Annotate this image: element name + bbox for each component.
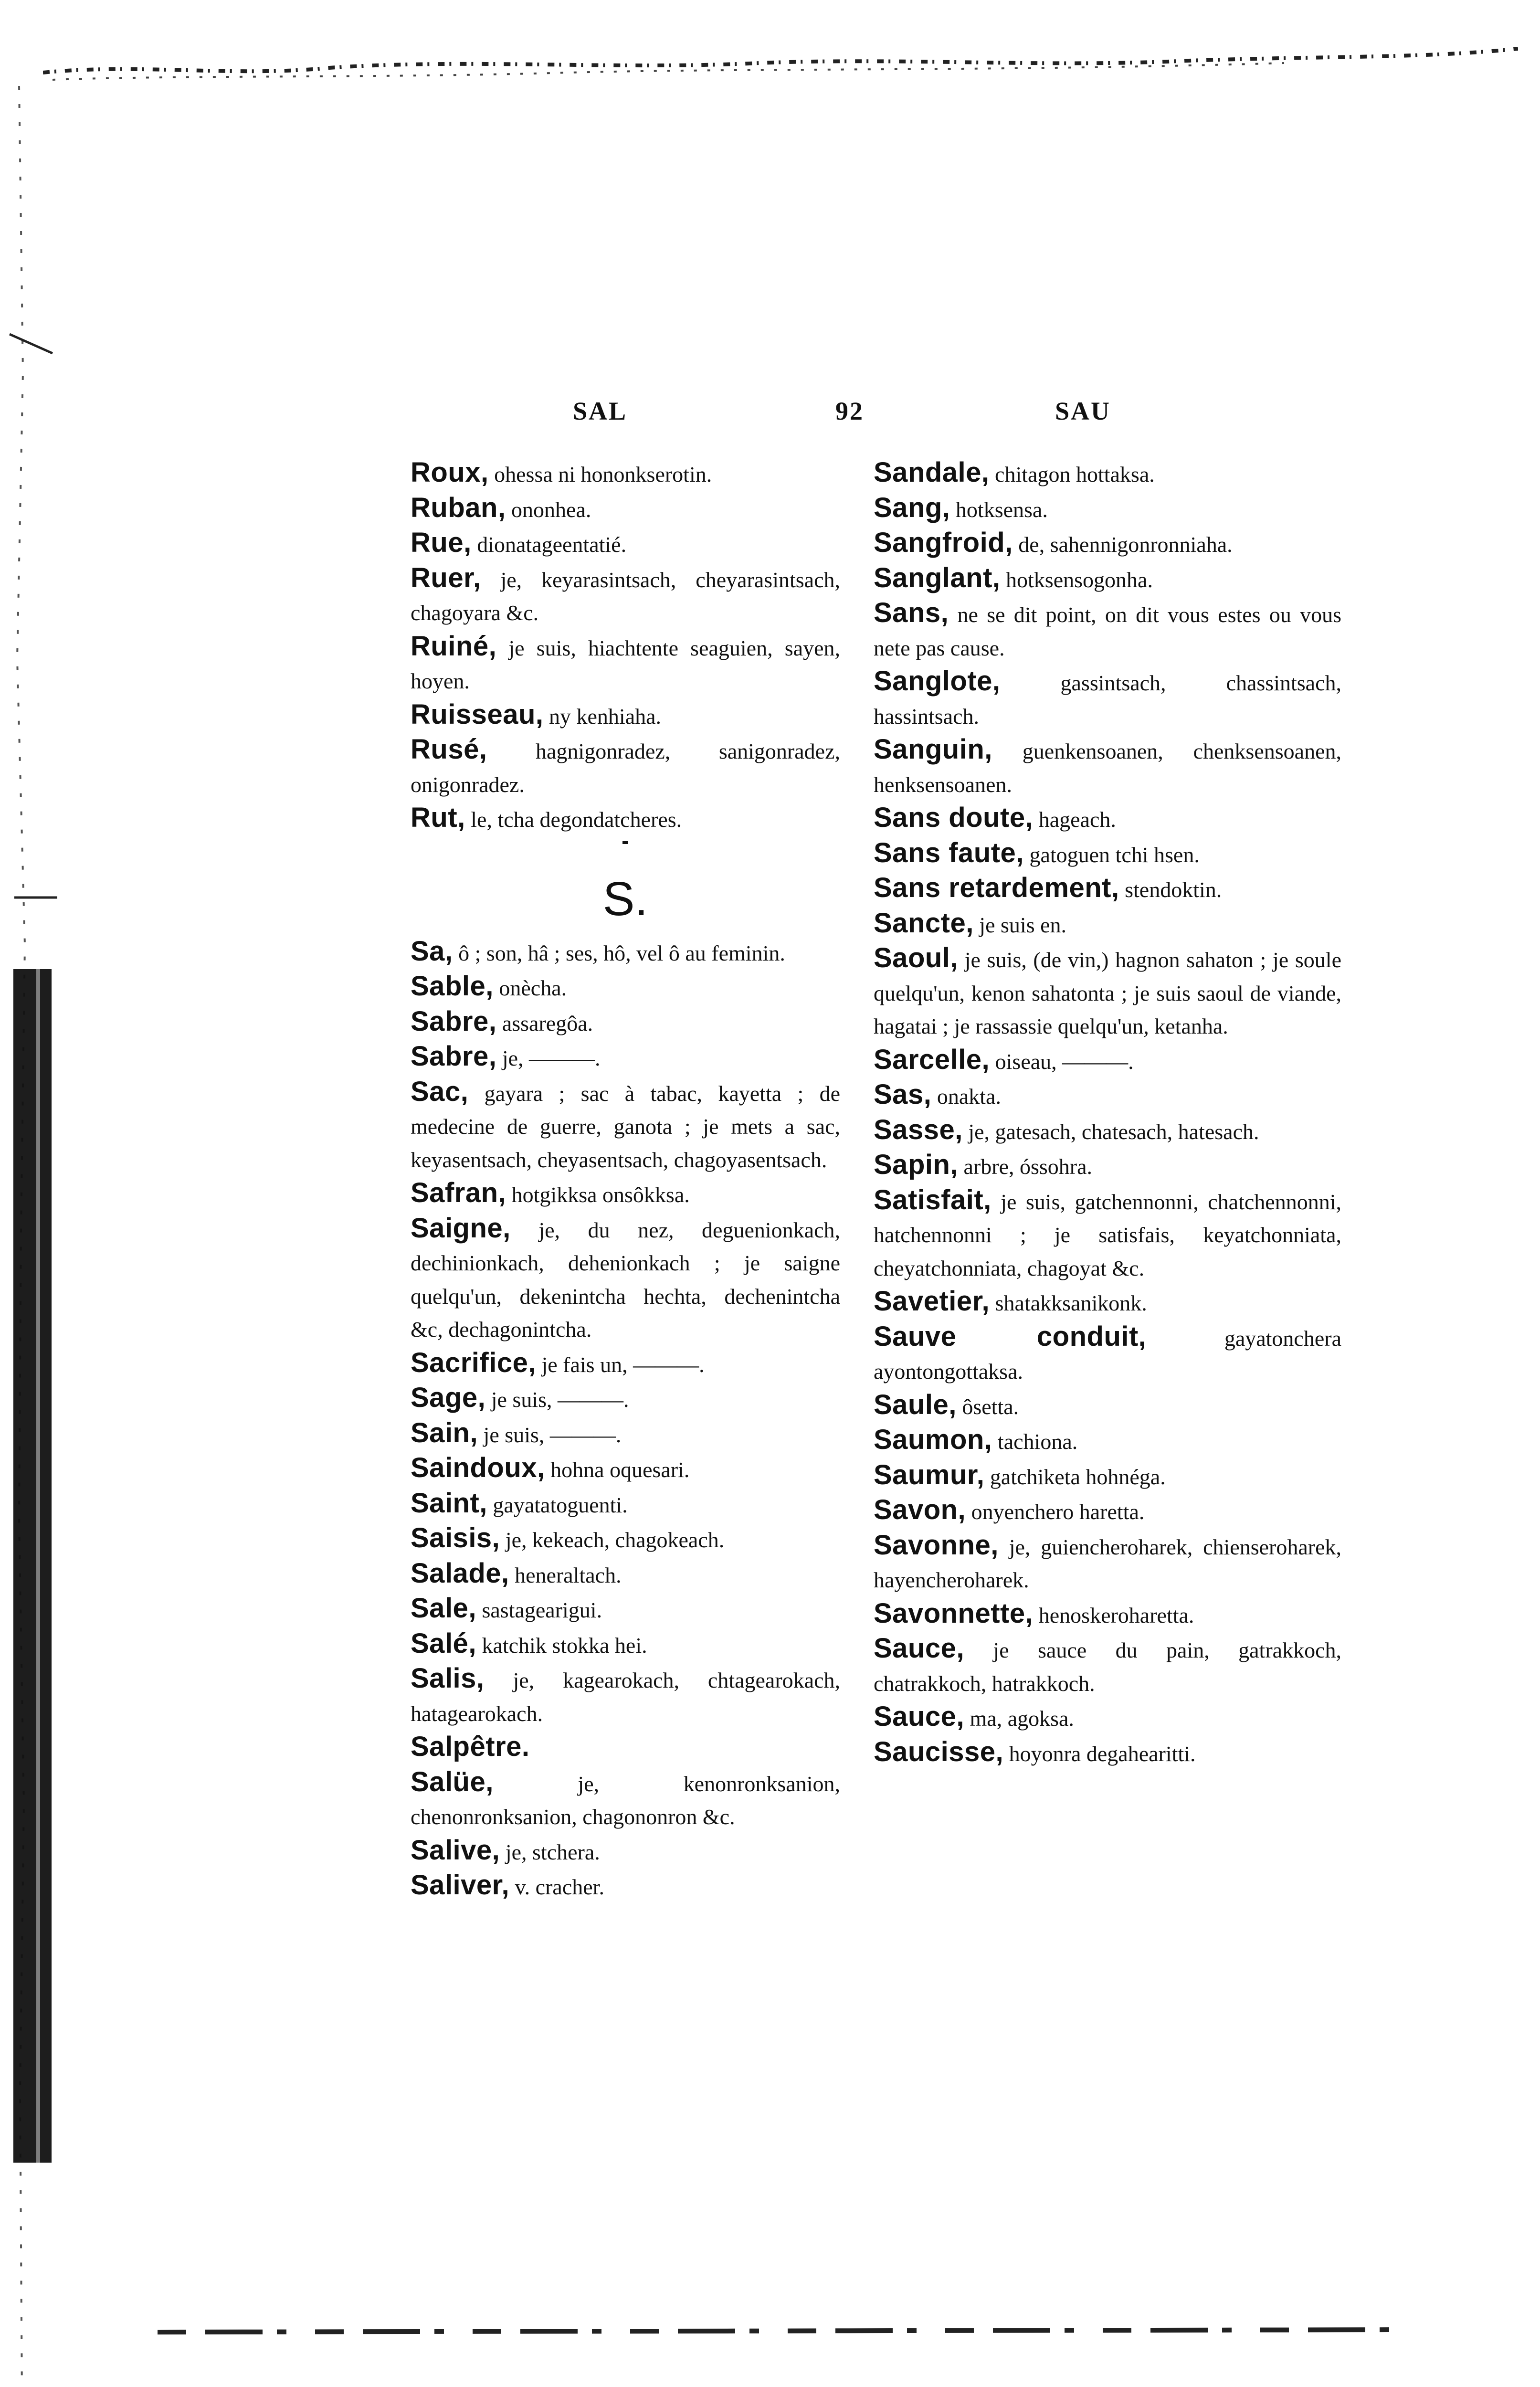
entry-definition: je suis, ———.	[485, 1387, 629, 1412]
dictionary-entry	[874, 596, 1341, 665]
entry-definition: je, du nez, deguenionkach, dechinionkach, dehenionkach ; je saigne quelqu'un, dekenintcha hechta, dechenintcha &c, dechagonintcha.	[411, 1217, 840, 1341]
entry-headword: Saigne,	[411, 1212, 511, 1244]
entry-definition: ononhea.	[506, 497, 591, 522]
entry-headword: Roux,	[411, 457, 489, 488]
entry-headword: Sauve conduit,	[874, 1320, 1147, 1352]
page-number: 92	[835, 397, 864, 425]
running-head-right: SAU	[1055, 397, 1111, 425]
dictionary-entry	[874, 1700, 1341, 1735]
entries-before-section	[411, 456, 840, 836]
dictionary-entry	[411, 1627, 840, 1662]
entry-definition: v. cracher.	[509, 1875, 604, 1899]
entry-definition: onyenchero haretta.	[966, 1500, 1145, 1524]
dictionary-entry	[874, 907, 1341, 942]
entry-headword: Sancte,	[874, 907, 974, 939]
dictionary-entry	[411, 1381, 840, 1416]
dictionary-entry	[411, 935, 840, 970]
entry-headword: Saindoux,	[411, 1452, 545, 1483]
entry-headword: Saisis,	[411, 1522, 500, 1553]
entry-definition: je, keyarasintsach, cheyarasintsach, chagoyara &c.	[411, 567, 840, 625]
entry-headword: Saoul,	[874, 942, 959, 973]
running-head-left: SAL	[573, 397, 628, 425]
left-column	[411, 456, 840, 1904]
entry-definition: gayatatoguenti.	[487, 1492, 628, 1517]
entry-headword: Rue,	[411, 527, 472, 558]
entry-definition: katchik stokka hei.	[476, 1633, 647, 1658]
dictionary-entry	[411, 970, 840, 1005]
entry-headword: Sauce,	[874, 1701, 964, 1732]
dictionary-entry	[874, 1043, 1341, 1078]
entry-headword: Sabre,	[411, 1041, 497, 1072]
entry-headword: Satisfait,	[874, 1184, 992, 1215]
entry-definition: je, kagearokach, chtagearokach, hatagearokach.	[411, 1668, 840, 1726]
dictionary-entry	[411, 491, 840, 527]
dictionary-entry	[874, 1113, 1341, 1149]
dictionary-entry	[874, 941, 1341, 1043]
dictionary-entry	[411, 801, 840, 836]
entry-definition: stendoktin.	[1119, 877, 1222, 902]
entry-headword: Sage,	[411, 1382, 486, 1413]
dictionary-entry	[411, 1592, 840, 1627]
entry-headword: Sable,	[411, 971, 494, 1002]
entry-headword: Sa,	[411, 935, 453, 967]
dictionary-entry	[411, 1487, 840, 1522]
entry-headword: Rut,	[411, 802, 465, 833]
entry-definition: je, gatesach, chatesach, hatesach.	[962, 1119, 1259, 1144]
dictionary-entry	[411, 1416, 840, 1452]
entry-definition: hotksensa.	[950, 497, 1048, 522]
entry-definition: je suis, ———.	[478, 1422, 622, 1447]
entries-after-section	[411, 935, 840, 1904]
entry-headword: Ruiné,	[411, 630, 497, 662]
entry-definition: ohessa ni hononkserotin.	[488, 462, 712, 486]
entry-definition: je, kenonronksanion, chenonronksanion, chagononron &c.	[411, 1771, 840, 1829]
entry-definition: gayatonchera ayontongottaksa.	[874, 1326, 1342, 1384]
entry-definition: je sauce du pain, gatrakkoch, chatrakkoch, hatrakkoch.	[874, 1638, 1341, 1696]
entry-headword: Saumon,	[874, 1424, 992, 1455]
dictionary-entry	[411, 1346, 840, 1382]
dictionary-entry	[411, 456, 840, 491]
entry-definition: hageach.	[1033, 807, 1116, 832]
dictionary-entry	[874, 1458, 1341, 1494]
dictionary-entry	[874, 491, 1341, 527]
entry-definition: je suis, (de vin,) hagnon sahaton ; je soule quelqu'un, kenon sahatonta ; je suis saoul de viande, hagatai ; je rassassie quelqu'un, ketanha.	[874, 948, 1341, 1038]
entry-definition: ny kenhiaha.	[543, 704, 662, 729]
entry-headword: Saint,	[411, 1487, 487, 1519]
entry-headword: Saucisse,	[874, 1736, 1004, 1767]
entry-definition: je, kekeach, chagokeach.	[500, 1528, 725, 1552]
entry-definition: hotgikksa onsôkksa.	[506, 1183, 690, 1207]
dictionary-entry	[874, 1148, 1341, 1183]
dictionary-entry	[874, 1529, 1341, 1597]
entry-definition: ôsetta.	[956, 1394, 1019, 1419]
entry-headword: Sang,	[874, 492, 950, 523]
entry-definition: gassintsach, chassintsach, hassintsach.	[874, 671, 1341, 729]
dictionary-entry	[874, 1388, 1341, 1424]
dictionary-entry	[874, 836, 1341, 872]
entry-headword: Sans,	[874, 597, 949, 628]
entry-definition: hotksensogonha.	[1000, 567, 1153, 592]
dictionary-entry	[411, 630, 840, 698]
entry-headword: Salpêtre.	[411, 1731, 530, 1762]
entry-definition: sastagearigui.	[476, 1598, 602, 1622]
dictionary-entry	[411, 1075, 840, 1177]
dictionary-entry	[411, 1451, 840, 1487]
entry-definition: gayara ; sac à tabac, kayetta ; de medecine de guerre, ganota ; je mets a sac, keyasentsach, cheyasentsach, chagoyasentsach.	[411, 1081, 840, 1172]
entry-headword: Sanguin,	[874, 734, 992, 765]
dictionary-entry	[874, 1735, 1341, 1771]
dictionary-entry	[874, 1078, 1341, 1113]
entry-headword: Salé,	[411, 1627, 476, 1659]
entry-definition: oiseau, ———.	[990, 1049, 1134, 1074]
entry-headword: Savonne,	[874, 1529, 999, 1561]
entry-headword: Rusé,	[411, 734, 487, 765]
scan-noise-bottom	[158, 2320, 1399, 2344]
section-rule	[622, 841, 628, 844]
entry-headword: Sandale,	[874, 457, 990, 488]
dictionary-entry	[411, 1212, 840, 1346]
entry-headword: Sauce,	[874, 1633, 964, 1664]
entry-definition: gatoguen tchi hsen.	[1023, 842, 1200, 867]
entry-definition: hagnigonradez, sanigonradez, onigonradez.	[411, 739, 840, 797]
dictionary-entry	[411, 1662, 840, 1730]
entry-definition: je suis, gatchennonni, chatchennonni, hatchennonni ; je satisfais, keyatchonniata, cheyatchonniata, chagoyat &c.	[874, 1189, 1341, 1280]
entry-definition: de, sahennigonronniaha.	[1013, 532, 1233, 557]
entry-definition: ne se dit point, on dit vous estes ou vous nete pas cause.	[874, 602, 1341, 660]
entry-definition: assaregôa.	[496, 1011, 593, 1035]
entry-definition: je, stchera.	[500, 1839, 600, 1864]
entry-headword: Sapin,	[874, 1149, 959, 1180]
entry-definition: je suis en.	[973, 912, 1067, 937]
dictionary-entry	[411, 561, 840, 630]
entry-headword: Sale,	[411, 1593, 476, 1624]
entry-headword: Ruer,	[411, 562, 481, 593]
entry-definition: henoskeroharetta.	[1033, 1603, 1194, 1627]
entry-definition: gatchiketa hohnéga.	[984, 1464, 1166, 1489]
dictionary-entry	[411, 1521, 840, 1557]
entry-headword: Savon,	[874, 1494, 966, 1525]
entry-definition: ma, agoksa.	[964, 1706, 1074, 1731]
dictionary-entry	[874, 871, 1341, 907]
entry-definition: hoyonra degahearitti.	[1003, 1741, 1196, 1766]
dictionary-entry	[874, 733, 1341, 801]
dictionary-entry	[411, 1834, 840, 1869]
entry-headword: Salüe,	[411, 1766, 494, 1797]
dictionary-entry	[411, 698, 840, 733]
entry-headword: Sas,	[874, 1079, 932, 1110]
entry-definition: dionatageentatié.	[471, 532, 627, 557]
entry-headword: Saule,	[874, 1389, 957, 1420]
entry-headword: Savonnette,	[874, 1597, 1034, 1629]
entry-headword: Saumur,	[874, 1459, 985, 1490]
section-letter: S.	[602, 872, 648, 926]
entry-headword: Salade,	[411, 1557, 509, 1589]
entry-definition: ô ; son, hâ ; ses, hô, vel ô au feminin.	[453, 940, 785, 965]
entry-definition: hohna oquesari.	[545, 1458, 690, 1482]
dictionary-entry	[874, 561, 1341, 597]
entry-headword: Saliver,	[411, 1869, 510, 1901]
entry-headword: Sarcelle,	[874, 1044, 990, 1075]
dictionary-entry	[874, 1597, 1341, 1632]
entry-definition: le, tcha degondatcheres.	[465, 807, 682, 832]
dictionary-entry	[411, 1040, 840, 1075]
entry-headword: Sanglant,	[874, 562, 1001, 593]
dictionary-entry	[411, 1557, 840, 1592]
dictionary-entry	[411, 733, 840, 801]
entry-headword: Sasse,	[874, 1114, 963, 1145]
dictionary-entry	[874, 801, 1341, 836]
entry-definition: je, guiencheroharek, chienseroharek, hayencheroharek.	[874, 1534, 1341, 1592]
dictionary-entry	[874, 1320, 1341, 1388]
dictionary-entry	[874, 526, 1341, 561]
dictionary-entry	[411, 1869, 840, 1904]
entry-headword: Sacrifice,	[411, 1347, 536, 1378]
entry-headword: Ruban,	[411, 492, 506, 523]
entry-headword: Sac,	[411, 1076, 469, 1107]
entry-headword: Ruisseau,	[411, 698, 544, 730]
dictionary-entry	[874, 1632, 1341, 1700]
dictionary-entry	[874, 1423, 1341, 1458]
binding-shadow	[13, 969, 52, 2163]
entry-headword: Savetier,	[874, 1286, 990, 1317]
entry-headword: Sans faute,	[874, 837, 1024, 868]
scan-noise-top	[43, 34, 1518, 92]
right-column	[874, 456, 1341, 1770]
dictionary-entry	[411, 526, 840, 561]
entry-headword: Safran,	[411, 1177, 506, 1208]
entry-headword: Sabre,	[411, 1005, 497, 1037]
entry-headword: Salis,	[411, 1663, 485, 1694]
entry-headword: Sangfroid,	[874, 527, 1013, 558]
entry-definition: je, ———.	[496, 1046, 601, 1070]
dictionary-entry	[874, 456, 1341, 491]
entry-headword: Sans retardement,	[874, 872, 1119, 903]
entry-headword: Salive,	[411, 1834, 500, 1866]
entry-definition: tachiona.	[992, 1429, 1078, 1454]
entry-definition: guenkensoanen, chenksensoanen, henksensoanen.	[874, 739, 1341, 797]
entry-headword: Sans doute,	[874, 802, 1034, 833]
entry-definition: shatakksanikonk.	[990, 1291, 1147, 1315]
entry-definition: arbre, óssohra.	[958, 1154, 1093, 1179]
dictionary-entry	[874, 1183, 1341, 1285]
entry-definition: chitagon hottaksa.	[989, 462, 1155, 486]
entry-definition: onècha.	[493, 976, 567, 1000]
dictionary-entry	[874, 1285, 1341, 1320]
dictionary-entry	[411, 1730, 840, 1765]
dictionary-entry	[411, 1765, 840, 1834]
entry-headword: Sain,	[411, 1417, 478, 1448]
entry-definition: onakta.	[931, 1084, 1001, 1109]
dictionary-entry	[874, 665, 1341, 733]
entry-definition: je suis, hiachtente seaguien, sayen, hoyen.	[411, 635, 840, 693]
dictionary-entry	[874, 1493, 1341, 1529]
entry-definition: je fais un, ———.	[536, 1352, 705, 1377]
dictionary-entry	[411, 1005, 840, 1040]
entry-definition: heneraltach.	[509, 1563, 622, 1587]
entry-headword: Sanglote,	[874, 665, 1001, 697]
dictionary-entry	[411, 1176, 840, 1212]
